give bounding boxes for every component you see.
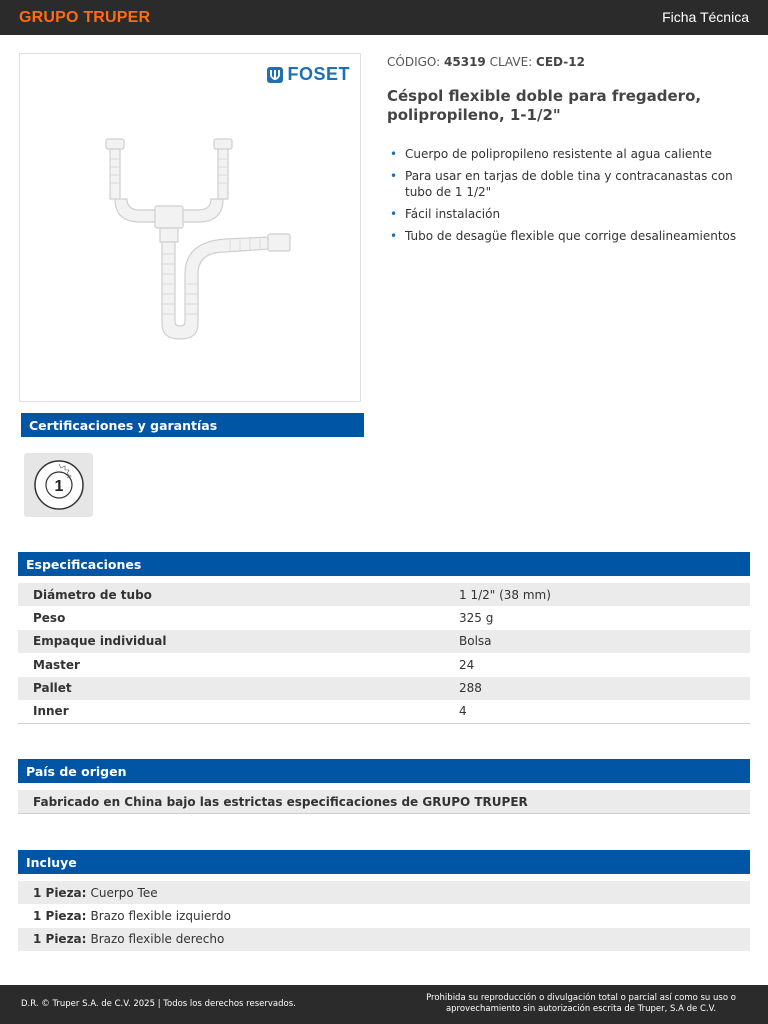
foset-shield-icon: [266, 66, 284, 84]
drain-trap-illustration: [100, 134, 300, 344]
feature-list: [387, 146, 749, 250]
table-row: Inner 4: [18, 700, 750, 723]
warranty-years: 1: [54, 478, 63, 495]
table-row: Pallet 288: [18, 677, 750, 700]
list-item: 1 Pieza: Brazo flexible derecho: [18, 928, 750, 951]
list-item: 1 Pieza: Brazo flexible izquierdo: [33, 909, 232, 924]
product-code-line: [387, 55, 585, 69]
origin-text: Fabricado en China bajo las estrictas especificaciones de GRUPO TRUPER: [18, 790, 750, 814]
foset-logo: [266, 64, 350, 85]
warranty-seal-icon: [33, 459, 85, 511]
table-row: Diámetro de tubo 1 1/2" (38 mm): [18, 583, 750, 606]
foset-logo-text: FOSET: [287, 64, 350, 84]
specifications-header: Especificaciones: [18, 552, 750, 576]
product-image: [19, 53, 361, 402]
key-label: CLAVE:: [489, 55, 533, 69]
specifications-table: [18, 583, 750, 724]
code-label: CÓDIGO:: [387, 55, 441, 69]
bullet-icon: •: [390, 207, 398, 221]
document-type: Ficha Técnica: [662, 9, 749, 25]
bullet-icon: •: [390, 169, 398, 183]
bullet-icon: •: [390, 229, 398, 243]
warranty-badge: [24, 453, 93, 517]
feature-item: • Para usar en tarjas de doble tina y contracanastas con tubo de 1 1/2": [390, 169, 733, 199]
feature-item: • Cuerpo de polipropileno resistente al agua caliente: [390, 147, 713, 161]
includes-header: Incluye: [18, 850, 750, 874]
footer-bar: [0, 985, 768, 1024]
product-title: Céspol flexible doble para fregadero, polipropileno, 1-1/2": [387, 87, 702, 124]
feature-item: • Fácil instalación: [390, 207, 501, 221]
feature-item: • Tubo de desagüe flexible que corrige desalineamientos: [390, 229, 737, 243]
product-code: 45319: [444, 55, 486, 69]
certifications-header: Certificaciones y garantías: [21, 413, 364, 437]
table-row: Master 24: [33, 657, 475, 672]
list-item: 1 Pieza: Cuerpo Tee: [18, 881, 750, 904]
copyright-text: D.R. © Truper S.A. de C.V. 2025 | Todos los derechos reservados.: [21, 999, 296, 1009]
bullet-icon: •: [390, 147, 398, 161]
includes-list: [18, 881, 750, 951]
table-row: Peso 325 g: [33, 611, 494, 626]
header-bar: [0, 0, 768, 35]
origin-header: País de origen: [18, 759, 750, 783]
product-key: CED-12: [536, 55, 585, 69]
legal-notice: Prohibida su reproducción o divulgación total o parcial así como su uso o aprovechamiento sin autorización escrita de Truper, S.A de C.V.: [426, 993, 736, 1014]
table-row: Empaque individual Bolsa: [18, 630, 750, 653]
brand-logo[interactable]: GRUPO TRUPER: [19, 9, 151, 26]
